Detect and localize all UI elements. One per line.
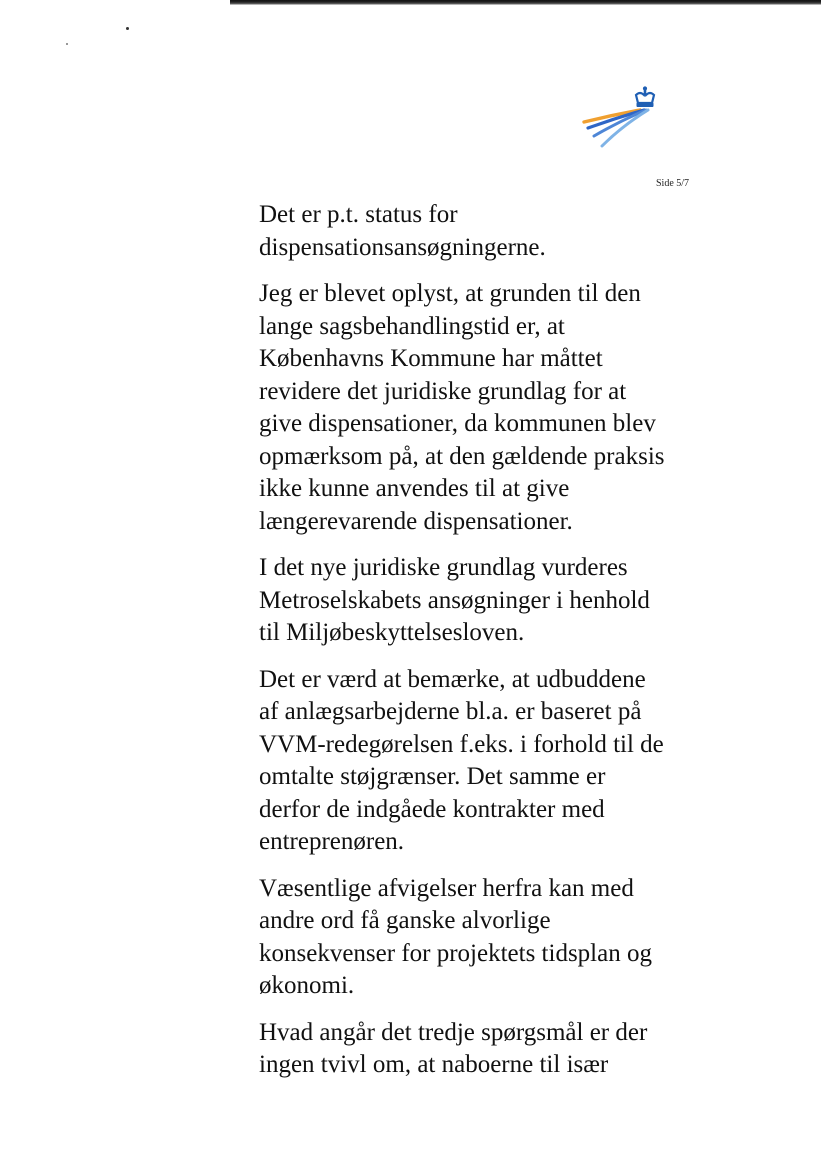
text-line: til Miljøbeskyttelsesloven. [259,619,525,646]
text-line: Københavns Kommune har måttet [259,345,603,372]
text-line: Metroselskabets ansøgninger i henhold [259,586,650,614]
text-line: Det er p.t. status for [259,201,458,228]
page-number: Side 5/7 [656,178,690,189]
paragraph [259,664,714,859]
text-line: ingen tvivl om, at naboerne til især [259,1051,609,1078]
text-line: Det er værd at bemærke, at udbuddene [259,665,646,693]
text-line: omtalte støjgrænser. Det samme er [259,763,606,790]
paragraph [259,199,714,264]
text-line: entreprenøren. [259,828,405,855]
text-line: give dispensationer, da kommunen blev [259,410,656,437]
text-line: økonomi. [259,972,355,999]
text-line: Væsentlige afvigelser herfra kan med [259,874,634,902]
logo [578,86,666,152]
paragraph [259,1017,714,1082]
paragraph [259,873,714,1003]
text-line: dispensationsansøgningerne. [259,233,546,261]
letter-body [259,199,714,1096]
text-line: VVM-redegørelsen f.eks. i forhold til de [259,730,664,758]
text-line: I det nye juridiske grundlag vurderes [259,554,628,581]
text-line: af anlægsarbejderne bl.a. er baseret på [259,698,642,725]
scan-edge [230,0,821,5]
paragraph [259,552,714,650]
text-line: længerevarende dispensationer. [259,507,573,535]
scan-speck [66,43,68,45]
text-line: Hvad angår det tredje spørgsmål er der [259,1018,648,1046]
text-line: opmærksom på, at den gældende praksis [259,442,665,470]
text-line: ikke kunne anvendes til at give [259,475,570,502]
paragraph [259,278,714,538]
text-line: andre ord få ganske alvorlige [259,907,551,934]
text-line: revidere det juridiske grundlag for at [259,377,627,405]
text-line: lange sagsbehandlingstid er, at [259,312,565,340]
text-line: konsekvenser for projektets tidsplan og [259,939,652,967]
text-line: Jeg er blevet oplyst, at grunden til den [259,280,641,307]
scan-speck [126,27,129,30]
crown-with-swoosh-logo-icon [578,86,666,152]
crown-icon [636,87,654,107]
text-line: derfor de indgåede kontrakter med [259,795,605,823]
